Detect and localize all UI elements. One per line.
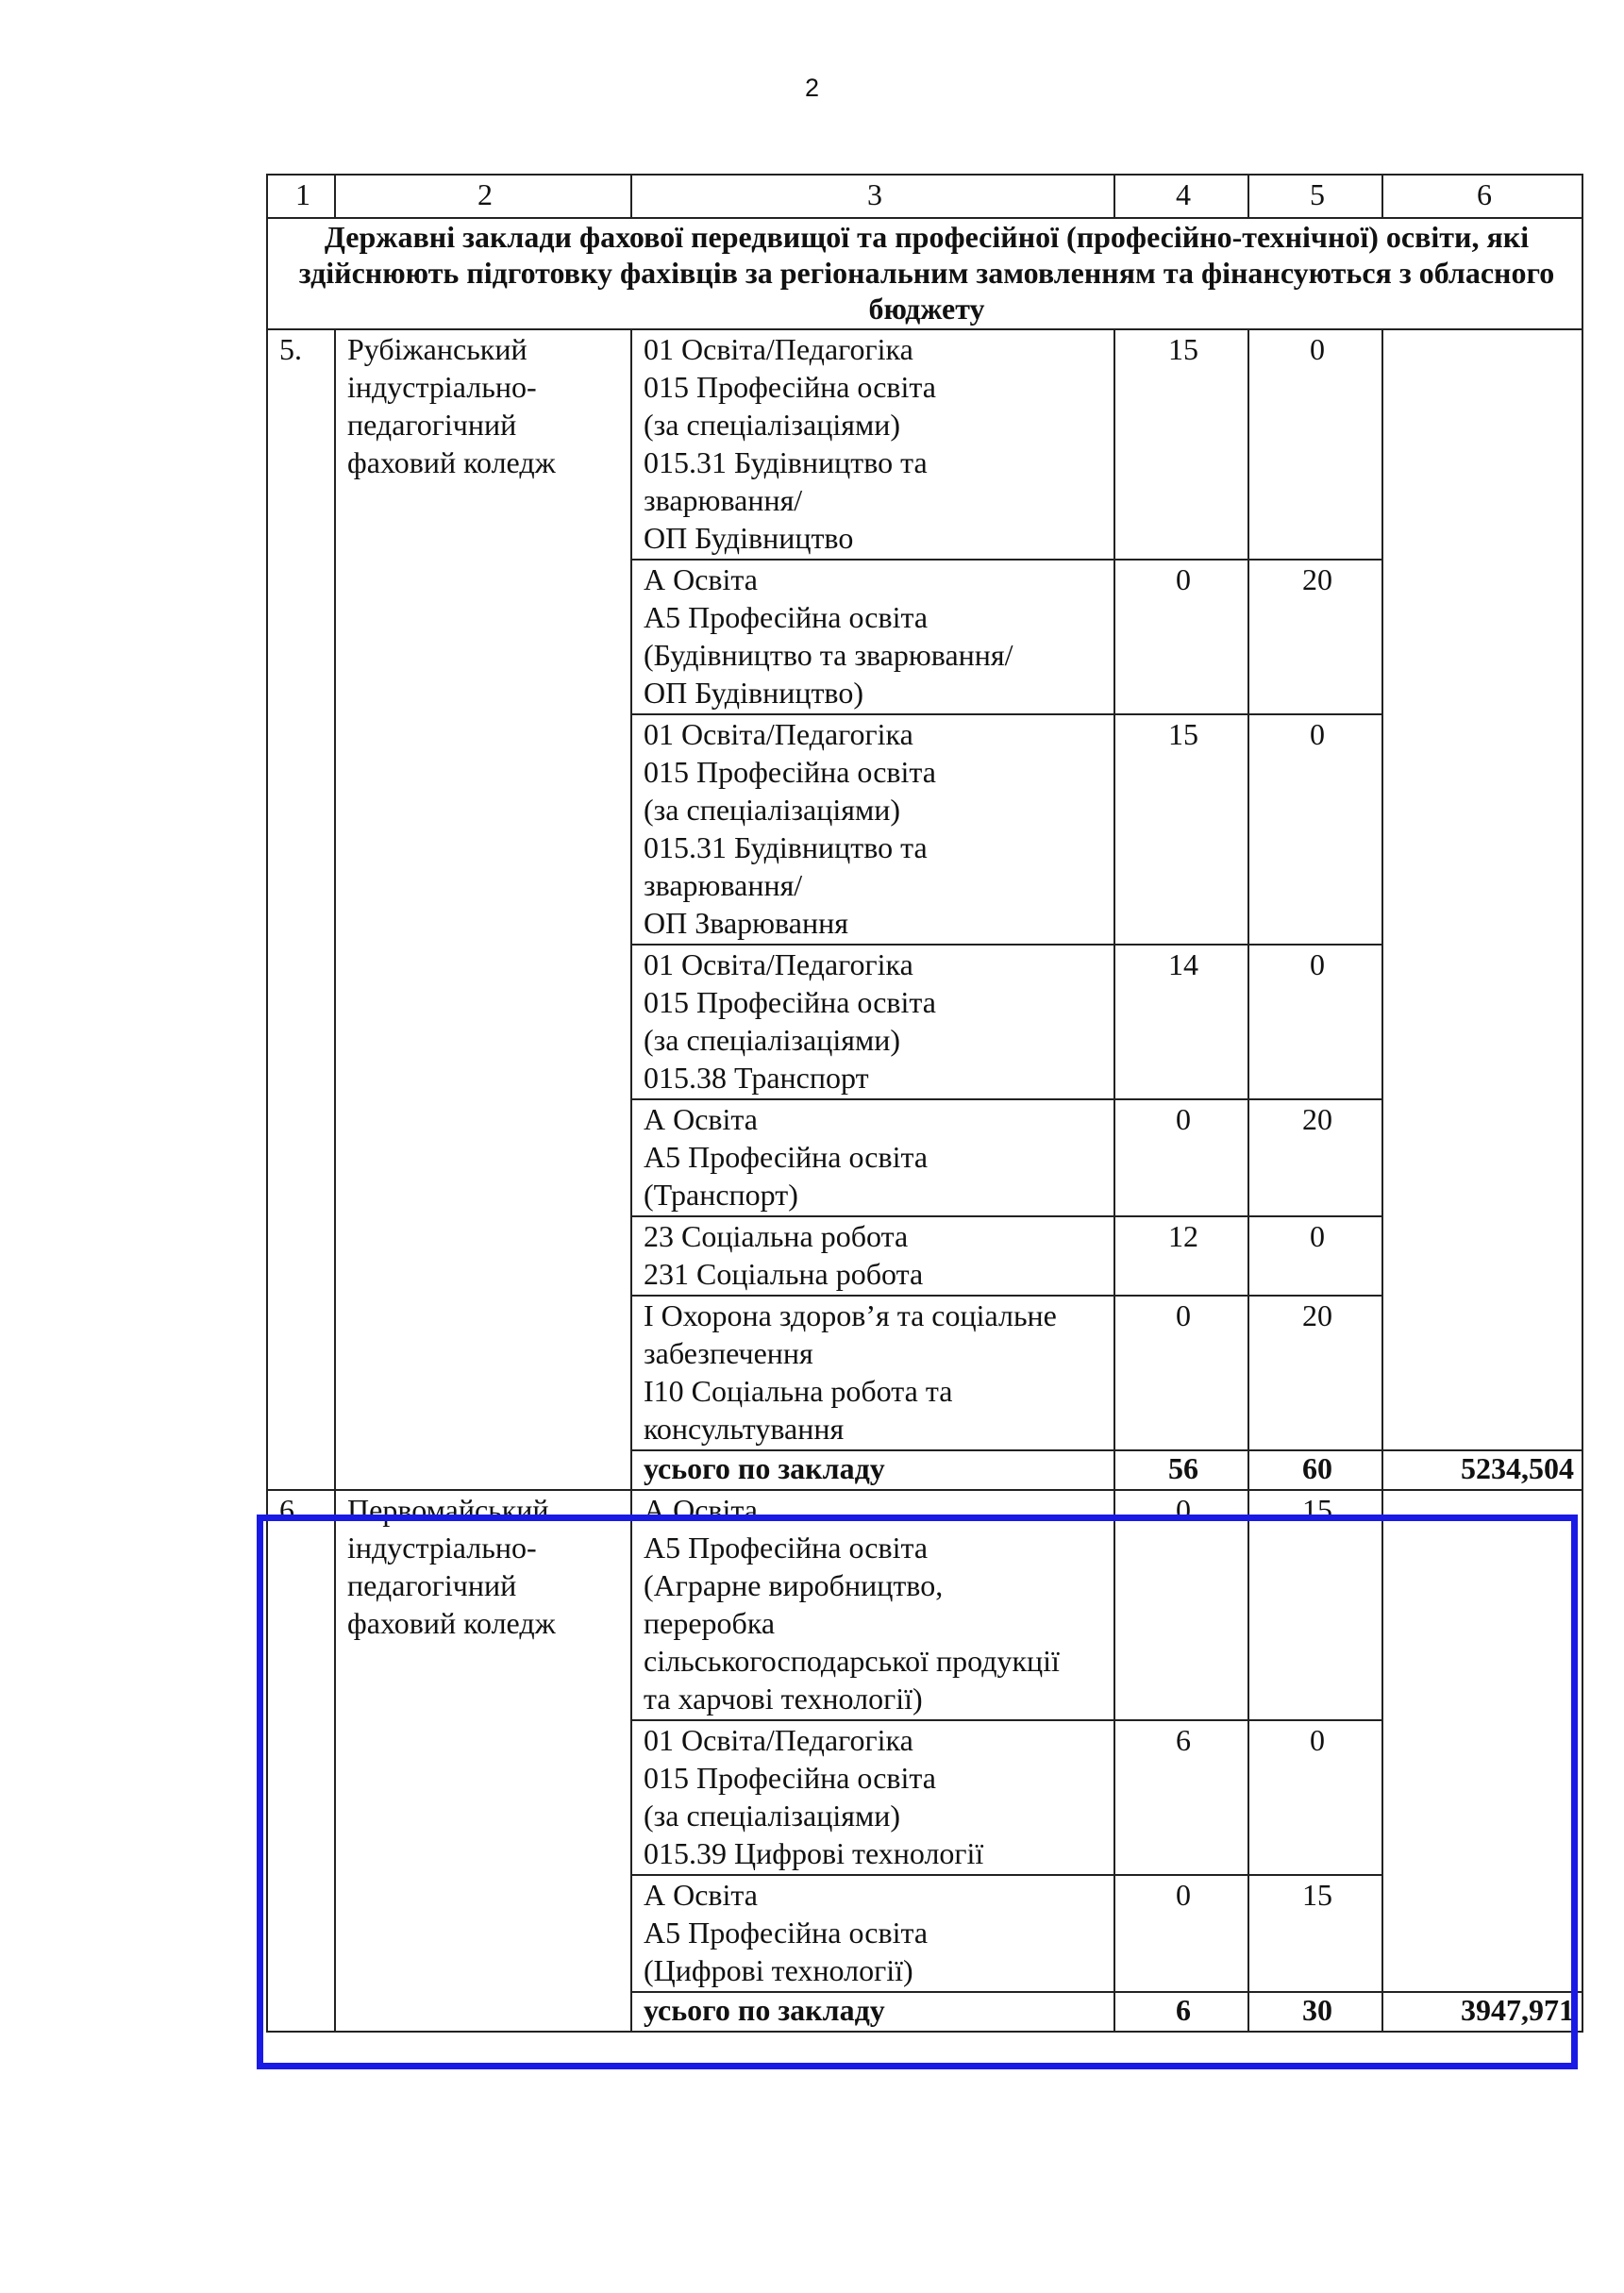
allocation-table xyxy=(266,174,1583,2033)
section-title: Державні заклади фахової передвищої та професійної (професійно-технічної) освіти, які здійснюють підготовку фахівців за регіональним замовленням та фінансуються з обласного бюджету xyxy=(267,218,1582,329)
specialty-line: А Освіта xyxy=(644,1493,758,1527)
count-col5: 0 xyxy=(1248,329,1382,560)
specialty-line: А5 Професійна освіта xyxy=(644,600,929,634)
col-header-5: 5 xyxy=(1248,175,1382,218)
column-number-row xyxy=(267,175,1582,218)
specialty-cell xyxy=(631,1296,1114,1450)
total-funding: 3947,971 xyxy=(1382,1992,1582,2032)
specialty-cell xyxy=(631,1720,1114,1875)
page-number: 2 xyxy=(804,74,820,102)
specialty-line: 01 Освіта/Педагогіка xyxy=(644,717,913,751)
count-col5: 20 xyxy=(1248,560,1382,714)
col-header-4: 4 xyxy=(1114,175,1248,218)
specialty-line: 015.31 Будівництво та xyxy=(644,445,928,479)
specialty-line: сільськогосподарської продукції xyxy=(644,1644,1060,1678)
specialty-line: 01 Освіта/Педагогіка xyxy=(644,332,913,366)
specialty-line: (Транспорт) xyxy=(644,1178,798,1212)
total-col5: 30 xyxy=(1248,1992,1382,2032)
specialty-line: зварювання/ xyxy=(644,868,803,902)
specialty-line: 015 Професійна освіта xyxy=(644,985,936,1019)
specialty-line: 015.39 Цифрові технології xyxy=(644,1836,984,1870)
total-col5: 60 xyxy=(1248,1450,1382,1490)
institution-name: Первомайський індустріально-педагогічний фаховий коледж xyxy=(335,1490,631,2032)
specialty-line: 015.38 Транспорт xyxy=(644,1061,869,1095)
specialty-line: 015 Професійна освіта xyxy=(644,755,936,789)
count-col5: 15 xyxy=(1248,1875,1382,1992)
specialty-line: консультування xyxy=(644,1412,845,1446)
specialty-line: ОП Будівництво xyxy=(644,521,854,555)
specialty-line: І Охорона здоров’я та соціальне xyxy=(644,1298,1057,1332)
total-label: усього по закладу xyxy=(631,1992,1114,2032)
specialty-line: 23 Соціальна робота xyxy=(644,1219,909,1253)
specialty-line: забезпечення xyxy=(644,1336,813,1370)
specialty-line: ОП Зварювання xyxy=(644,906,848,940)
count-col5: 20 xyxy=(1248,1099,1382,1216)
specialty-line: (за спеціалізаціями) xyxy=(644,1799,900,1833)
specialty-line: (за спеціалізаціями) xyxy=(644,408,900,442)
count-col4: 15 xyxy=(1114,329,1248,560)
count-col4: 15 xyxy=(1114,714,1248,945)
specialty-line: 231 Соціальна робота xyxy=(644,1257,924,1291)
count-col5: 0 xyxy=(1248,1216,1382,1296)
count-col4: 0 xyxy=(1114,1296,1248,1450)
count-col4: 6 xyxy=(1114,1720,1248,1875)
table-row xyxy=(267,329,1582,560)
count-col4: 0 xyxy=(1114,1490,1248,1720)
specialty-line: (за спеціалізаціями) xyxy=(644,793,900,827)
count-col4: 0 xyxy=(1114,1875,1248,1992)
specialty-line: І10 Соціальна робота та xyxy=(644,1374,953,1408)
institution-number: 6. xyxy=(267,1490,335,2032)
specialty-line: (Будівництво та зварювання/ xyxy=(644,638,1013,672)
specialty-line: А Освіта xyxy=(644,1878,758,1912)
count-col5: 0 xyxy=(1248,945,1382,1099)
specialty-line: А5 Професійна освіта xyxy=(644,1140,929,1174)
specialty-line: 01 Освіта/Педагогіка xyxy=(644,1723,913,1757)
specialty-line: переробка xyxy=(644,1606,776,1640)
specialty-line: А Освіта xyxy=(644,1102,758,1136)
table-row xyxy=(267,1490,1582,1720)
specialty-line: (за спеціалізаціями) xyxy=(644,1023,900,1057)
total-col4: 6 xyxy=(1114,1992,1248,2032)
specialty-line: 015 Професійна освіта xyxy=(644,370,936,404)
count-col4: 0 xyxy=(1114,1099,1248,1216)
count-col4: 14 xyxy=(1114,945,1248,1099)
specialty-line: А5 Професійна освіта xyxy=(644,1531,929,1565)
col-header-2: 2 xyxy=(335,175,631,218)
institution-number: 5. xyxy=(267,329,335,1490)
col-header-3: 3 xyxy=(631,175,1114,218)
count-col4: 0 xyxy=(1114,560,1248,714)
count-col5: 0 xyxy=(1248,1720,1382,1875)
specialty-line: зварювання/ xyxy=(644,483,803,517)
specialty-line: А5 Професійна освіта xyxy=(644,1916,929,1950)
col-header-1: 1 xyxy=(267,175,335,218)
count-col5: 0 xyxy=(1248,714,1382,945)
total-funding: 5234,504 xyxy=(1382,1450,1582,1490)
specialty-cell xyxy=(631,329,1114,560)
specialty-line: (Аграрне виробництво, xyxy=(644,1568,944,1602)
specialty-cell xyxy=(631,1099,1114,1216)
specialty-line: (Цифрові технології) xyxy=(644,1953,913,1987)
specialty-cell xyxy=(631,1875,1114,1992)
specialty-line: 015 Професійна освіта xyxy=(644,1761,936,1795)
count-col4: 12 xyxy=(1114,1216,1248,1296)
count-col5: 15 xyxy=(1248,1490,1382,1720)
specialty-line: та харчові технології) xyxy=(644,1682,923,1716)
total-col4: 56 xyxy=(1114,1450,1248,1490)
specialty-line: А Освіта xyxy=(644,562,758,596)
specialty-line: ОП Будівництво) xyxy=(644,676,863,710)
specialty-cell xyxy=(631,560,1114,714)
funding-cell xyxy=(1382,329,1582,1450)
specialty-cell xyxy=(631,1490,1114,1720)
specialty-line: 015.31 Будівництво та xyxy=(644,830,928,864)
specialty-line: 01 Освіта/Педагогіка xyxy=(644,947,913,981)
count-col5: 20 xyxy=(1248,1296,1382,1450)
section-title-row xyxy=(267,218,1582,329)
funding-cell xyxy=(1382,1490,1582,1992)
total-label: усього по закладу xyxy=(631,1450,1114,1490)
specialty-cell xyxy=(631,714,1114,945)
specialty-cell xyxy=(631,1216,1114,1296)
specialty-cell xyxy=(631,945,1114,1099)
institution-name: Рубіжанський індустріально-педагогічний фаховий коледж xyxy=(335,329,631,1490)
col-header-6: 6 xyxy=(1382,175,1582,218)
